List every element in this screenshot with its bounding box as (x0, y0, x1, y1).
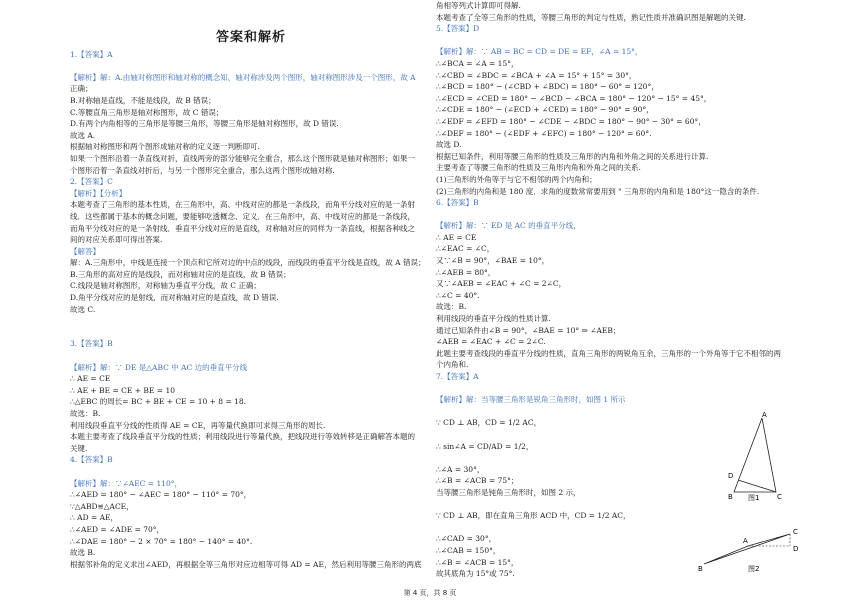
figure-1 (724, 412, 804, 502)
left-column-line: 解：A.三角形中，中线是连接一个顶点和它所对边的中点的线段，而线段的垂直平分线是直线，故 A 错误； (70, 258, 426, 268)
right-column-line: 本题考查了全等三角形的性质，等腰三角形的判定与性质，熟记性质并准确识图是解题的关键. (436, 12, 746, 22)
left-column-line: 【解析】解：∵ DE 是△ABC 中 AC 边的垂直平分线 (70, 362, 248, 372)
left-column-line: 本题考查了三角形的基本性质，在三角形中，高、中线对应的都是一条线段，而角平分线对应的是一条射 (70, 200, 415, 210)
right-column-line: ∴∠EDF = ∠EFD = 180° − ∠CDE − ∠BDC = 180° − 90° − 30° = 60°， (436, 116, 706, 126)
figure-2 (698, 524, 808, 574)
right-column-line: 根据已知条件，利用等腰三角形的性质及三角形的内角和外角之间的关系进行计算. (436, 151, 709, 161)
left-column-line (70, 350, 432, 362)
left-column-line: 正确； (70, 84, 93, 94)
right-column-line: 通过已知条件由∠B = 90°，∠BAE = 10° ⇒ ∠AEB； (436, 325, 621, 335)
fig1-label: 图1 (748, 494, 760, 502)
left-column-line: 利用线段垂直平分线的性质得 AE = CE，再等量代换即可求得三角形的周长. (70, 420, 326, 430)
left-column-line (70, 60, 432, 72)
left-column-line: 【解析】解：A.由轴对称图形和轴对称的概念知，轴对称涉及两个图形，轴对称图形涉及一个图形，故 A (70, 72, 416, 82)
right-column-line: (2)三角形的内角和是 180 度．求角的度数常常要用到 " 三角形的内角和是 180°这一隐含的条件. (436, 186, 760, 196)
right-column-line: 主要考查了等腰三角形的性质及三角形内角和外角之间的关系. (436, 163, 641, 173)
right-column-line (436, 209, 792, 221)
left-column-line (70, 315, 432, 327)
left-column-line (70, 466, 432, 478)
page-title: 答案和解析 (215, 30, 286, 45)
right-column-line: ∴∠AEB = 80°， (436, 267, 496, 277)
right-column-line: 【解析】解：∵ AB = BC = CD = DE = EF，∠A = 15°， (436, 47, 643, 57)
right-column-line: ∴∠A = 30°， (436, 464, 485, 474)
right-column-line: 又∵∠B = 90°，∠BAE = 10°， (436, 256, 550, 266)
left-column-line: 本题主要考查了线段垂直平分线的性质；利用线段进行等量代换，把线段进行等效转移是正确解答本题的 (70, 432, 415, 442)
right-column-line: (1)三角形的外角等于与它不相邻的两个内角和； (436, 174, 597, 184)
right-column-line: ∴∠ECD = ∠CED = 180° − ∠BCD − ∠BCA = 180° − 120° − 15° = 45°， (436, 93, 712, 103)
left-column-line: ∴∠AED = ∠ADE = 70°， (70, 524, 165, 534)
fig1-point-c: C (777, 493, 782, 501)
left-column-line: 故选 A. (70, 130, 96, 140)
fig2-point-c: C (793, 528, 798, 536)
left-column-line: ∴∠AED = 180° − ∠AEC = 180° − 110° = 70°， (70, 490, 252, 500)
right-column-line: ∴∠C = 40°. (436, 290, 480, 300)
left-column-line: ∴∠DAE = 180° − 2 × 70° = 180° − 140° = 40°. (70, 536, 253, 546)
right-column-line: ∴∠CBD = ∠BDC = ∠BCA + ∠A = 15° + 15° = 30°， (436, 70, 637, 80)
fig1-point-a: A (762, 412, 767, 419)
right-column-line: ∴∠CAD = 30°， (436, 534, 497, 544)
right-column-line: 6.【答案】B (436, 198, 479, 208)
left-column-line: 故选 B. (70, 548, 96, 558)
left-column-line: 【解析】【分析】 (70, 188, 127, 198)
right-column-line: ∵ CD ⊥ AB，即在直角三角形 ACD 中，CD = 1/2 AC， (436, 511, 631, 521)
left-column-line: D.有两个内角相等的三角形是等腰三角形，等腰三角形是轴对称图形，故 D 错误. (70, 119, 339, 129)
right-column-line: ∴∠BCA = ∠A = 15°， (436, 58, 519, 68)
left-column-line: 【解析】解：∵∠AEC = 110°， (70, 478, 183, 488)
right-column-line: ∠AEB = ∠EAC + ∠C = 2∠C. (436, 337, 546, 347)
right-column-line: 故选 D. (436, 140, 462, 150)
left-column-line: ∵△ABD≌△ACE， (70, 501, 134, 511)
left-column-line: 1.【答案】A (70, 49, 113, 59)
fig2-label: 图2 (748, 565, 760, 573)
left-column (70, 0, 432, 570)
left-column-line: ∴ AD = AE， (70, 513, 119, 523)
right-column-line: 利用线段的垂直平分线的性质计算. (436, 314, 551, 324)
right-column-line: 角相等列式计算即可得解. (436, 1, 521, 10)
fig1-point-d: D (728, 472, 734, 480)
left-column-line: ∴△EBC 的周长= BC + BE + CE = 10 + 8 = 18. (70, 397, 247, 407)
left-column-line: 【解答】 (70, 246, 100, 256)
right-column-line: ∵ CD ⊥ AB，CD = 1/2 AC， (436, 418, 542, 428)
left-column-line: D.角平分线对应的是射线，而对称轴对应的是直线，故 D 错误. (70, 293, 279, 303)
left-column-line: 根据邻补角的定义求出∠AED，再根据全等三角形对应边相等可得 AD = AE，然后利用等腰三角形的两底 (70, 559, 422, 569)
left-column-line (70, 327, 432, 339)
left-column-line: ∴ AE + BE = CE + BE = 10 (70, 385, 175, 395)
right-column-line: 【解析】解：当等腰三角形是锐角三角形时，如图 1 所示 (436, 395, 626, 405)
page-footer: 第 4 页，共 8 页 (403, 589, 457, 597)
left-column-line: B.对称轴是直线，不能是线段，故 B 错误； (70, 95, 216, 105)
right-column-line: ∴∠B = ∠ACB = 15°， (436, 557, 519, 567)
left-column-line: 线．这些都属于基本的概念问题，要能够吃透概念、定义．在三角形中，高、中线对应的都是一条线段， (70, 211, 415, 221)
left-column-line: C.等腰直角三角形是轴对称图形，故 C 错误； (70, 107, 224, 117)
fig2-point-b: B (698, 565, 703, 573)
right-column-line: 【解析】解：∵ ED 是 AC 的垂直平分线， (436, 221, 581, 231)
left-column-line: 故选 C. (70, 304, 96, 314)
right-column-line (436, 383, 792, 395)
right-column-line: ∴∠DEF = 180° − (∠EDF + ∠EFC) = 180° − 120° = 60°. (436, 128, 652, 138)
fig2-point-a: A (743, 537, 748, 545)
right-column-line: 又∵∠AEB = ∠EAC + ∠C = 2∠C， (436, 279, 567, 289)
left-column-line: 如果一个图形沿着一条直线对折，直线两旁的部分能够完全重合，那么这个图形就是轴对称图形；如果一 (70, 153, 415, 163)
left-column-line: 故选：B. (70, 409, 101, 418)
left-column-line: 个图形沿着一条直线对折后，与另一个图形完全重合，那么这两个图形成轴对称. (70, 165, 335, 175)
right-column-line: 5.【答案】D (436, 24, 480, 34)
left-column-line: ∴ AE = CE (70, 374, 111, 384)
right-column-line: 7.【答案】A (436, 372, 479, 381)
fig2-point-d: D (793, 545, 799, 553)
left-lines (70, 49, 432, 571)
right-column-line: 故选：B. (436, 302, 467, 312)
left-column-line: 关键. (70, 443, 88, 453)
left-column-line: 2.【答案】C (70, 177, 113, 187)
left-column-line: 3.【答案】B (70, 339, 113, 349)
right-column-line: ∴∠B = ∠ACB = 75°； (436, 476, 519, 486)
left-column-line: 4.【答案】B (70, 455, 113, 465)
left-column-line: C.线段是轴对称图形，对称轴为垂直平分线，故 C 正确； (70, 281, 261, 291)
left-column-line: 而角平分线对应的是一条射线．垂直平分线对应的是直线，对称轴对应的同样为一条直线，根据各种线之 (70, 223, 415, 233)
right-column-line: 个内角和. (436, 360, 469, 370)
left-column-line: B.三角形的高对应的是线段，而对称轴对应的是直线，故 B 错误； (70, 269, 291, 279)
right-column-line: ∴∠EAC = ∠C， (436, 244, 495, 254)
right-column-line: ∴∠BCD = 180° − (∠CBD + ∠BDC) = 180° − 60° = 120°， (436, 82, 659, 92)
right-column-line: 此题主要考查线段的垂直平分线的性质，直角三角形的两锐角互余，三角形的一个外角等于它不相邻的两 (436, 348, 781, 358)
right-column-line: 当等腰三角形是钝角三角形时，如图 2 示， (436, 487, 581, 497)
left-column-line: 根据轴对称图形和两个图形成轴对称的定义逐一判断即可. (70, 142, 260, 152)
left-column-line: 间的对应关系即可得出答案. (70, 235, 163, 245)
right-column-line: ∴ sin∠A = CD/AD = 1/2， (436, 441, 534, 451)
right-column-line: ∴∠CDE = 180° − (∠ECD + ∠CED) = 180° − 90° = 90°， (436, 105, 654, 115)
right-column-line: 故其底角为 15°或 75°. (436, 569, 515, 579)
right-column-line: ∴∠CAB = 150°， (436, 545, 501, 555)
fig1-point-b: B (728, 493, 733, 501)
right-column-line: ∴ AE = CE (436, 232, 477, 242)
right-column-line (436, 35, 792, 47)
